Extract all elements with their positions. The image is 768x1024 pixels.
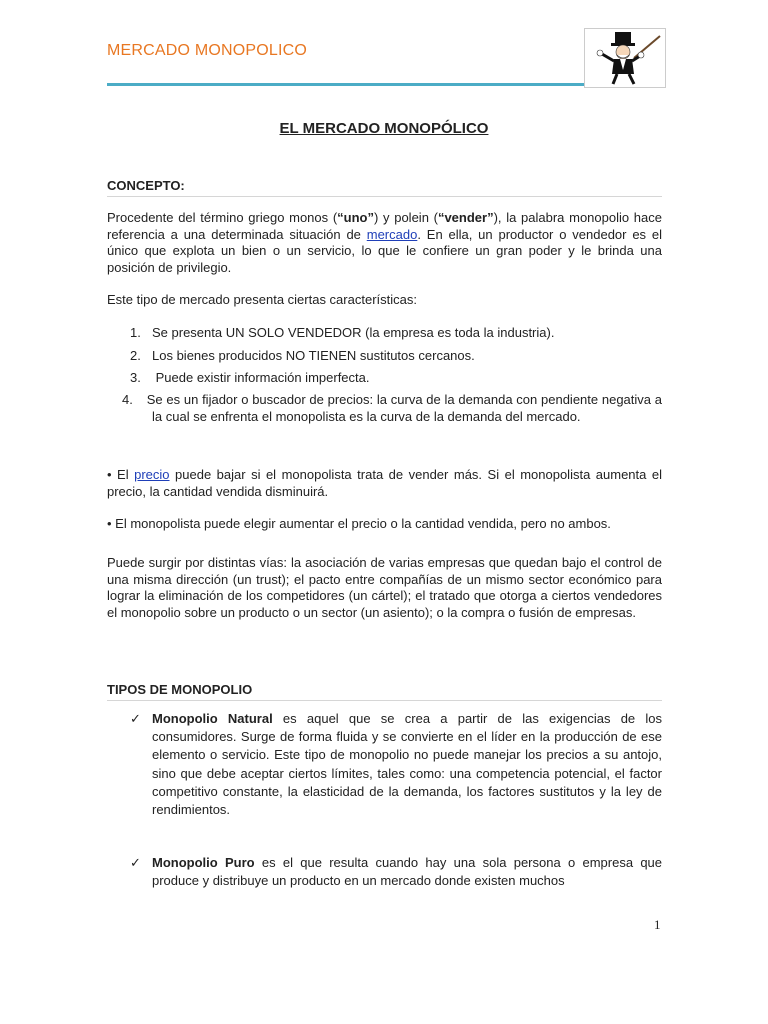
list-item: 2. Los bienes producidos NO TIENEN sustitutos cercanos. [130,348,475,363]
demanda-link[interactable]: demanda [403,783,458,799]
page-number: 1 [654,917,661,932]
list-item: 1. Se presenta UN SOLO VENDEDOR (la empresa es toda la industria). [130,325,555,340]
types-heading: TIPOS DE MONOPOLIO [107,682,662,701]
origin-paragraph: Puede surgir por distintas vías: la asociación de varias empresas que quedan bajo el control de una misma dirección (un trust); el pacto entre compañías de un mismo sector económico para lograr la eliminación de los competidores (un cártel); el tratado que otorga a ciertos vendedores el monopolio sobre un producto o un sector (un asiento); o la compra o fusión de empresas. [107,555,662,620]
list-item: 4. Se es un fijador o buscador de precios: la curva de la demanda con pendiente negativa a la cual se enfrenta el monopolista es la curva de la demanda del mercado. [122,392,662,424]
characteristics-intro: Este tipo de mercado presenta ciertas características: [107,292,417,307]
checkmark-icon: ✓ [130,711,141,726]
type-puro-text: Monopolio Puro es el que resulta cuando hay una sola persona o empresa que produce y distribuye un producto en un mercado donde existen muchos [152,855,663,889]
type-natural-text: Monopolio Natural es aquel que se crea a partir de las exigencias de los consumidores. Surge de forma fluida y se convierte en el líder en la producción de ese elemento o servicio. Este tipo de monopolio no puede manejar los precios a su antojo, sino que debe aceptar ciertos límites, tales como: una competencia potencial, el factor competitivo constante, la elasticidad de la demanda, los factores sustitutos y la ley de rendimientos. [152,711,662,818]
checkmark-icon: ✓ [130,855,141,870]
document-title: EL MERCADO MONOPÓLICO [279,120,489,137]
concept-heading: CONCEPTO: [107,178,662,197]
precio-link[interactable]: precio [134,467,170,482]
header-title: MERCADO MONOPOLICO [107,42,308,59]
bullet-price: • El precio puede bajar si el monopolista trata de vender más. Si el monopolista aumenta el precio, la cantidad vendida disminuirá. [107,467,662,499]
monopoly-man-logo-icon [584,28,666,88]
mercado-link[interactable]: mercado [366,226,418,242]
list-item: 3. Puede existir información imperfecta. [130,370,370,385]
bullet-choice: • El monopolista puede elegir aumentar el precio o la cantidad vendida, pero no ambos. [107,516,611,531]
concept-paragraph: Procedente del término griego monos (“uno”) y polein (“vender”), la palabra monopolio hace referencia a una determinada situación de mercado. En ella, un productor o vendedor es el único que explota un bien o un servicio, lo que le confiere un gran poder y le brinda una posición de privilegio. [107,210,662,275]
header-divider [107,83,585,86]
